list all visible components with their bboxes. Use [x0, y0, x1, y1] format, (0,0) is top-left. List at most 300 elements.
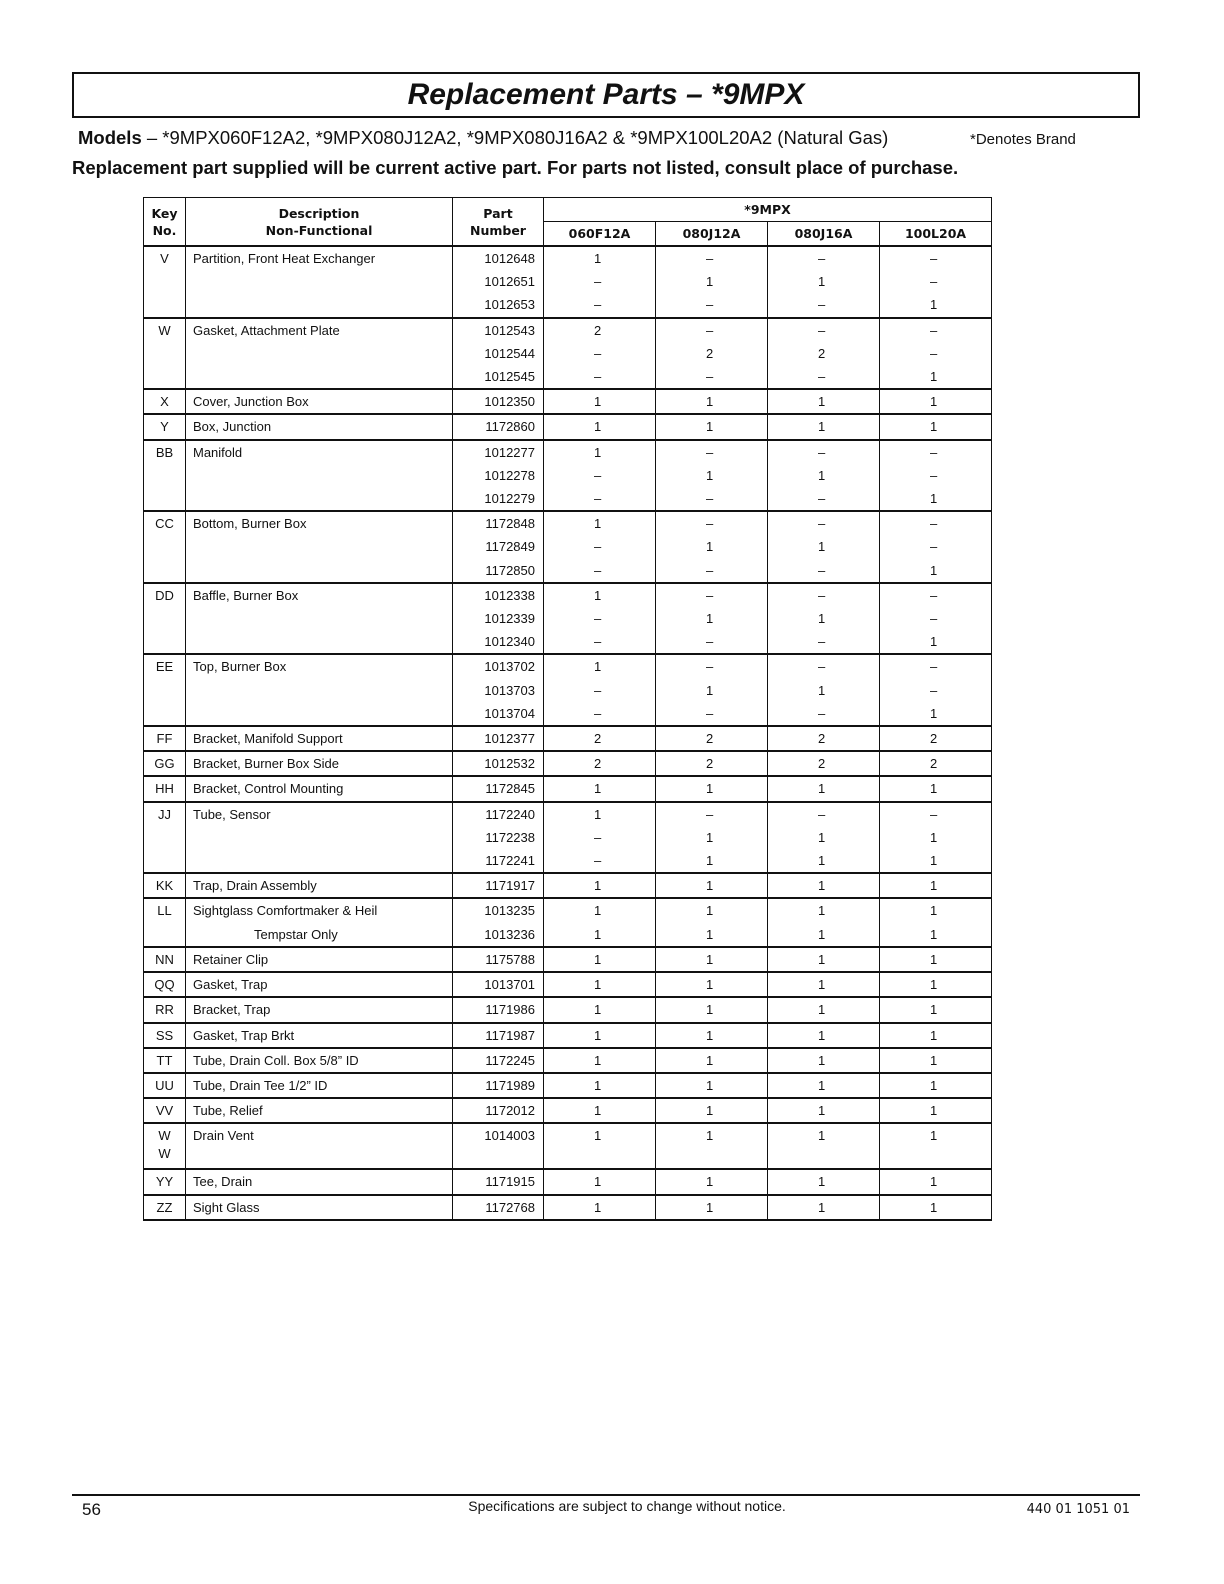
description-cell: [186, 487, 453, 511]
table-row: [144, 1123, 992, 1169]
quantity-cell: 1: [544, 1195, 656, 1220]
quantity-cell: 1: [544, 1023, 656, 1048]
description-cell: Bracket, Burner Box Side: [186, 751, 453, 776]
part-number-cell: 1172240: [453, 802, 544, 826]
quantity-cell: 2: [544, 726, 656, 751]
part-number-cell: 1014003: [453, 1123, 544, 1169]
description-cell: Gasket, Trap: [186, 972, 453, 997]
quantity-cell: 1: [768, 923, 880, 947]
quantity-cell: –: [544, 702, 656, 726]
part-number-cell: 1172849: [453, 535, 544, 558]
part-number-cell: 1012279: [453, 487, 544, 511]
description-cell: Cover, Junction Box: [186, 389, 453, 414]
key-cell: [144, 487, 186, 511]
quantity-cell: 1: [656, 776, 768, 801]
quantity-cell: 1: [544, 246, 656, 270]
quantity-cell: 1: [544, 972, 656, 997]
quantity-cell: –: [768, 440, 880, 464]
quantity-cell: –: [544, 607, 656, 630]
quantity-cell: 2: [544, 318, 656, 342]
quantity-cell: 1: [544, 440, 656, 464]
quantity-cell: –: [880, 318, 992, 342]
part-number-cell: 1012648: [453, 246, 544, 270]
table-row: [144, 826, 992, 849]
quantity-cell: –: [880, 440, 992, 464]
description-cell: Sight Glass: [186, 1195, 453, 1220]
quantity-cell: –: [656, 487, 768, 511]
quantity-cell: –: [656, 583, 768, 607]
description-cell: [186, 342, 453, 365]
quantity-cell: 1: [768, 947, 880, 972]
table-row: [144, 1098, 992, 1123]
description-cell: Tempstar Only: [186, 923, 453, 947]
quantity-cell: –: [544, 826, 656, 849]
part-number-cell: 1012338: [453, 583, 544, 607]
quantity-cell: –: [880, 246, 992, 270]
part-number-cell: 1171987: [453, 1023, 544, 1048]
quantity-cell: 1: [880, 923, 992, 947]
quantity-cell: –: [768, 654, 880, 678]
key-cell: HH: [144, 776, 186, 801]
table-row: [144, 873, 992, 898]
table-row: [144, 365, 992, 389]
key-cell: KK: [144, 873, 186, 898]
header-part-line2: Number: [470, 222, 526, 238]
quantity-cell: 1: [880, 1195, 992, 1220]
quantity-cell: –: [544, 464, 656, 487]
quantity-cell: 2: [768, 342, 880, 365]
quantity-cell: –: [656, 318, 768, 342]
quantity-cell: 1: [768, 535, 880, 558]
part-number-cell: 1012651: [453, 270, 544, 293]
footer-rule: [72, 1494, 1140, 1496]
header-model-080j12a: 080J12A: [656, 222, 768, 247]
key-cell: X: [144, 389, 186, 414]
quantity-cell: 1: [656, 414, 768, 439]
key-cell: GG: [144, 751, 186, 776]
part-number-cell: 1012350: [453, 389, 544, 414]
key-cell: SS: [144, 1023, 186, 1048]
key-cell: Y: [144, 414, 186, 439]
quantity-cell: 1: [768, 972, 880, 997]
table-row: [144, 849, 992, 873]
quantity-cell: 1: [656, 607, 768, 630]
table-row: [144, 318, 992, 342]
key-cell: RR: [144, 997, 186, 1022]
quantity-cell: 2: [656, 342, 768, 365]
replacement-notice: Replacement part supplied will be current active part. For parts not listed, consult place of purchase.: [72, 157, 959, 178]
table-row: [144, 342, 992, 365]
quantity-cell: 1: [768, 607, 880, 630]
quantity-cell: –: [768, 702, 880, 726]
quantity-cell: 1: [880, 1073, 992, 1098]
key-cell: [144, 679, 186, 702]
table-row: [144, 464, 992, 487]
part-number-cell: 1171986: [453, 997, 544, 1022]
table-row: [144, 607, 992, 630]
key-cell: EE: [144, 654, 186, 678]
quantity-cell: –: [768, 246, 880, 270]
quantity-cell: –: [656, 365, 768, 389]
part-number-cell: 1012277: [453, 440, 544, 464]
description-cell: Bottom, Burner Box: [186, 511, 453, 535]
part-number-cell: 1012544: [453, 342, 544, 365]
quantity-cell: 1: [656, 972, 768, 997]
quantity-cell: 1: [880, 1098, 992, 1123]
quantity-cell: 1: [880, 826, 992, 849]
part-number-cell: 1172850: [453, 559, 544, 583]
table-row: [144, 535, 992, 558]
header-key: [144, 198, 186, 247]
key-cell: JJ: [144, 802, 186, 826]
part-number-cell: 1013702: [453, 654, 544, 678]
parts-table-body: [144, 246, 992, 1220]
quantity-cell: 1: [656, 1023, 768, 1048]
quantity-cell: 1: [768, 1169, 880, 1194]
table-row: [144, 751, 992, 776]
key-cell: [144, 630, 186, 654]
quantity-cell: 1: [880, 873, 992, 898]
part-number-cell: 1172245: [453, 1048, 544, 1073]
quantity-cell: –: [880, 511, 992, 535]
table-row: [144, 487, 992, 511]
quantity-cell: 1: [768, 464, 880, 487]
part-number-cell: 1012532: [453, 751, 544, 776]
quantity-cell: 1: [656, 464, 768, 487]
table-row: [144, 947, 992, 972]
brand-note: *Denotes Brand: [970, 131, 1076, 148]
quantity-cell: 1: [768, 1048, 880, 1073]
quantity-cell: –: [544, 342, 656, 365]
key-cell: BB: [144, 440, 186, 464]
description-cell: [186, 630, 453, 654]
table-row: [144, 270, 992, 293]
description-cell: Baffle, Burner Box: [186, 583, 453, 607]
quantity-cell: –: [544, 535, 656, 558]
key-cell: [144, 464, 186, 487]
quantity-cell: –: [544, 365, 656, 389]
part-number-cell: 1012339: [453, 607, 544, 630]
quantity-cell: 1: [880, 702, 992, 726]
title-box: [72, 72, 1140, 118]
part-number-cell: 1172012: [453, 1098, 544, 1123]
table-row: [144, 702, 992, 726]
key-cell: W W: [144, 1123, 186, 1169]
table-row: [144, 583, 992, 607]
quantity-cell: 1: [768, 414, 880, 439]
models-label: Models: [78, 127, 142, 148]
key-cell: V: [144, 246, 186, 270]
part-number-cell: 1171989: [453, 1073, 544, 1098]
table-row: [144, 898, 992, 922]
quantity-cell: –: [768, 583, 880, 607]
table-row: [144, 1195, 992, 1220]
key-cell: UU: [144, 1073, 186, 1098]
quantity-cell: –: [656, 293, 768, 317]
quantity-cell: 1: [768, 1123, 880, 1169]
quantity-cell: 1: [880, 997, 992, 1022]
header-model-080j16a: 080J16A: [768, 222, 880, 247]
quantity-cell: 1: [880, 972, 992, 997]
quantity-cell: 1: [880, 293, 992, 317]
description-cell: Partition, Front Heat Exchanger: [186, 246, 453, 270]
key-cell: YY: [144, 1169, 186, 1194]
quantity-cell: –: [544, 849, 656, 873]
header-desc-line2: Non-Functional: [265, 222, 373, 238]
quantity-cell: –: [544, 270, 656, 293]
quantity-cell: 1: [880, 776, 992, 801]
quantity-cell: 1: [880, 414, 992, 439]
quantity-cell: –: [768, 318, 880, 342]
key-cell: [144, 559, 186, 583]
part-number-cell: 1012340: [453, 630, 544, 654]
table-row: [144, 389, 992, 414]
quantity-cell: –: [880, 802, 992, 826]
quantity-cell: –: [768, 630, 880, 654]
key-cell: LL: [144, 898, 186, 922]
description-cell: Bracket, Control Mounting: [186, 776, 453, 801]
quantity-cell: –: [880, 464, 992, 487]
description-cell: Trap, Drain Assembly: [186, 873, 453, 898]
quantity-cell: –: [768, 802, 880, 826]
part-number-cell: 1013235: [453, 898, 544, 922]
quantity-cell: 1: [544, 583, 656, 607]
header-model-060f12a: 060F12A: [544, 222, 656, 247]
key-cell: [144, 270, 186, 293]
key-cell: [144, 702, 186, 726]
part-number-cell: 1172238: [453, 826, 544, 849]
description-cell: [186, 607, 453, 630]
quantity-cell: 1: [544, 898, 656, 922]
quantity-cell: 1: [768, 679, 880, 702]
quantity-cell: 1: [768, 1098, 880, 1123]
quantity-cell: 1: [880, 389, 992, 414]
part-number-cell: 1175788: [453, 947, 544, 972]
quantity-cell: –: [880, 607, 992, 630]
table-row: [144, 630, 992, 654]
description-cell: [186, 849, 453, 873]
description-cell: Tube, Relief: [186, 1098, 453, 1123]
quantity-cell: 1: [768, 1073, 880, 1098]
part-number-cell: 1012545: [453, 365, 544, 389]
quantity-cell: –: [544, 487, 656, 511]
key-cell: [144, 535, 186, 558]
quantity-cell: –: [880, 535, 992, 558]
quantity-cell: –: [880, 342, 992, 365]
description-cell: Top, Burner Box: [186, 654, 453, 678]
header-model-100l20a: 100L20A: [880, 222, 992, 247]
quantity-cell: 1: [544, 947, 656, 972]
quantity-cell: 1: [656, 1195, 768, 1220]
key-cell: ZZ: [144, 1195, 186, 1220]
table-row: [144, 246, 992, 270]
key-cell: VV: [144, 1098, 186, 1123]
quantity-cell: 1: [544, 511, 656, 535]
description-cell: Tee, Drain: [186, 1169, 453, 1194]
table-row: [144, 923, 992, 947]
description-cell: [186, 464, 453, 487]
header-description: [186, 198, 453, 247]
page-number: 56: [82, 1500, 101, 1519]
key-cell: TT: [144, 1048, 186, 1073]
part-number-cell: 1172860: [453, 414, 544, 439]
quantity-cell: 1: [768, 873, 880, 898]
key-cell: [144, 849, 186, 873]
table-row: [144, 559, 992, 583]
part-number-cell: 1013703: [453, 679, 544, 702]
key-cell: [144, 342, 186, 365]
quantity-cell: –: [880, 654, 992, 678]
quantity-cell: 1: [656, 849, 768, 873]
quantity-cell: 1: [544, 389, 656, 414]
table-row: [144, 1073, 992, 1098]
quantity-cell: 1: [544, 1048, 656, 1073]
key-cell: NN: [144, 947, 186, 972]
quantity-cell: 1: [544, 1098, 656, 1123]
parts-table: [143, 197, 992, 1221]
quantity-cell: –: [880, 583, 992, 607]
header-key-line2: No.: [152, 222, 177, 238]
quantity-cell: –: [656, 511, 768, 535]
key-cell: CC: [144, 511, 186, 535]
quantity-cell: 1: [768, 776, 880, 801]
quantity-cell: –: [656, 246, 768, 270]
quantity-cell: –: [544, 630, 656, 654]
quantity-cell: –: [768, 487, 880, 511]
description-cell: [186, 270, 453, 293]
part-number-cell: 1012543: [453, 318, 544, 342]
quantity-cell: 1: [768, 997, 880, 1022]
description-cell: Tube, Drain Coll. Box 5/8” ID: [186, 1048, 453, 1073]
key-cell: [144, 365, 186, 389]
quantity-cell: 1: [544, 654, 656, 678]
part-number-cell: 1172768: [453, 1195, 544, 1220]
key-cell: W: [144, 318, 186, 342]
quantity-cell: 1: [656, 873, 768, 898]
table-row: [144, 1023, 992, 1048]
table-row: [144, 679, 992, 702]
quantity-cell: 1: [880, 947, 992, 972]
table-row: [144, 972, 992, 997]
quantity-cell: –: [544, 559, 656, 583]
part-number-cell: 1013704: [453, 702, 544, 726]
header-model-group: *9MPX: [544, 198, 992, 222]
quantity-cell: 1: [768, 389, 880, 414]
quantity-cell: –: [656, 702, 768, 726]
table-row: [144, 654, 992, 678]
key-cell: FF: [144, 726, 186, 751]
part-number-cell: 1012653: [453, 293, 544, 317]
part-number-cell: 1013236: [453, 923, 544, 947]
description-cell: [186, 535, 453, 558]
table-row: [144, 511, 992, 535]
quantity-cell: 1: [768, 1023, 880, 1048]
description-cell: Bracket, Manifold Support: [186, 726, 453, 751]
part-number-cell: 1171917: [453, 873, 544, 898]
description-cell: [186, 559, 453, 583]
quantity-cell: –: [544, 293, 656, 317]
key-cell: [144, 923, 186, 947]
quantity-cell: 1: [544, 1169, 656, 1194]
description-cell: Gasket, Attachment Plate: [186, 318, 453, 342]
page-title: Replacement Parts – *9MPX: [407, 78, 805, 111]
description-cell: Tube, Sensor: [186, 802, 453, 826]
quantity-cell: 2: [656, 726, 768, 751]
quantity-cell: 2: [768, 751, 880, 776]
quantity-cell: 1: [656, 1123, 768, 1169]
table-row: [144, 414, 992, 439]
quantity-cell: –: [768, 293, 880, 317]
part-number-cell: 1172845: [453, 776, 544, 801]
description-cell: Sightglass Comfortmaker & Heil: [186, 898, 453, 922]
header-key-line1: Key: [151, 205, 178, 221]
quantity-cell: 1: [544, 873, 656, 898]
description-cell: Drain Vent: [186, 1123, 453, 1169]
description-cell: Manifold: [186, 440, 453, 464]
table-row: [144, 293, 992, 317]
quantity-cell: –: [768, 365, 880, 389]
quantity-cell: –: [880, 270, 992, 293]
quantity-cell: 1: [768, 826, 880, 849]
quantity-cell: 1: [656, 535, 768, 558]
description-cell: [186, 365, 453, 389]
quantity-cell: 1: [656, 679, 768, 702]
quantity-cell: 1: [880, 630, 992, 654]
quantity-cell: 1: [768, 849, 880, 873]
quantity-cell: 1: [880, 1048, 992, 1073]
quantity-cell: –: [656, 440, 768, 464]
description-cell: [186, 293, 453, 317]
part-number-cell: 1172241: [453, 849, 544, 873]
quantity-cell: 2: [656, 751, 768, 776]
quantity-cell: –: [768, 511, 880, 535]
quantity-cell: 1: [880, 1169, 992, 1194]
part-number-cell: 1013701: [453, 972, 544, 997]
quantity-cell: 1: [544, 1073, 656, 1098]
quantity-cell: 1: [656, 923, 768, 947]
description-cell: Tube, Drain Tee 1/2” ID: [186, 1073, 453, 1098]
quantity-cell: 1: [544, 997, 656, 1022]
quantity-cell: –: [656, 802, 768, 826]
description-cell: [186, 826, 453, 849]
quantity-cell: 1: [880, 849, 992, 873]
table-row: [144, 776, 992, 801]
quantity-cell: 1: [656, 389, 768, 414]
description-cell: [186, 702, 453, 726]
table-row: [144, 997, 992, 1022]
quantity-cell: –: [880, 679, 992, 702]
quantity-cell: 2: [544, 751, 656, 776]
quantity-cell: 1: [544, 414, 656, 439]
quantity-cell: 2: [768, 726, 880, 751]
quantity-cell: 1: [880, 898, 992, 922]
description-cell: Gasket, Trap Brkt: [186, 1023, 453, 1048]
models-text: – *9MPX060F12A2, *9MPX080J12A2, *9MPX080J16A2 & *9MPX100L20A2 (Natural Gas): [141, 127, 889, 148]
quantity-cell: –: [656, 559, 768, 583]
quantity-cell: 2: [880, 726, 992, 751]
table-row: [144, 802, 992, 826]
key-cell: [144, 826, 186, 849]
header-part-number: [453, 198, 544, 247]
quantity-cell: 1: [656, 1073, 768, 1098]
quantity-cell: 1: [544, 1123, 656, 1169]
quantity-cell: 1: [768, 898, 880, 922]
footer-disclaimer: Specifications are subject to change without notice.: [468, 1498, 786, 1514]
models-line: [78, 127, 888, 149]
quantity-cell: 2: [880, 751, 992, 776]
header-part-line1: Part: [483, 205, 513, 221]
quantity-cell: 1: [656, 270, 768, 293]
